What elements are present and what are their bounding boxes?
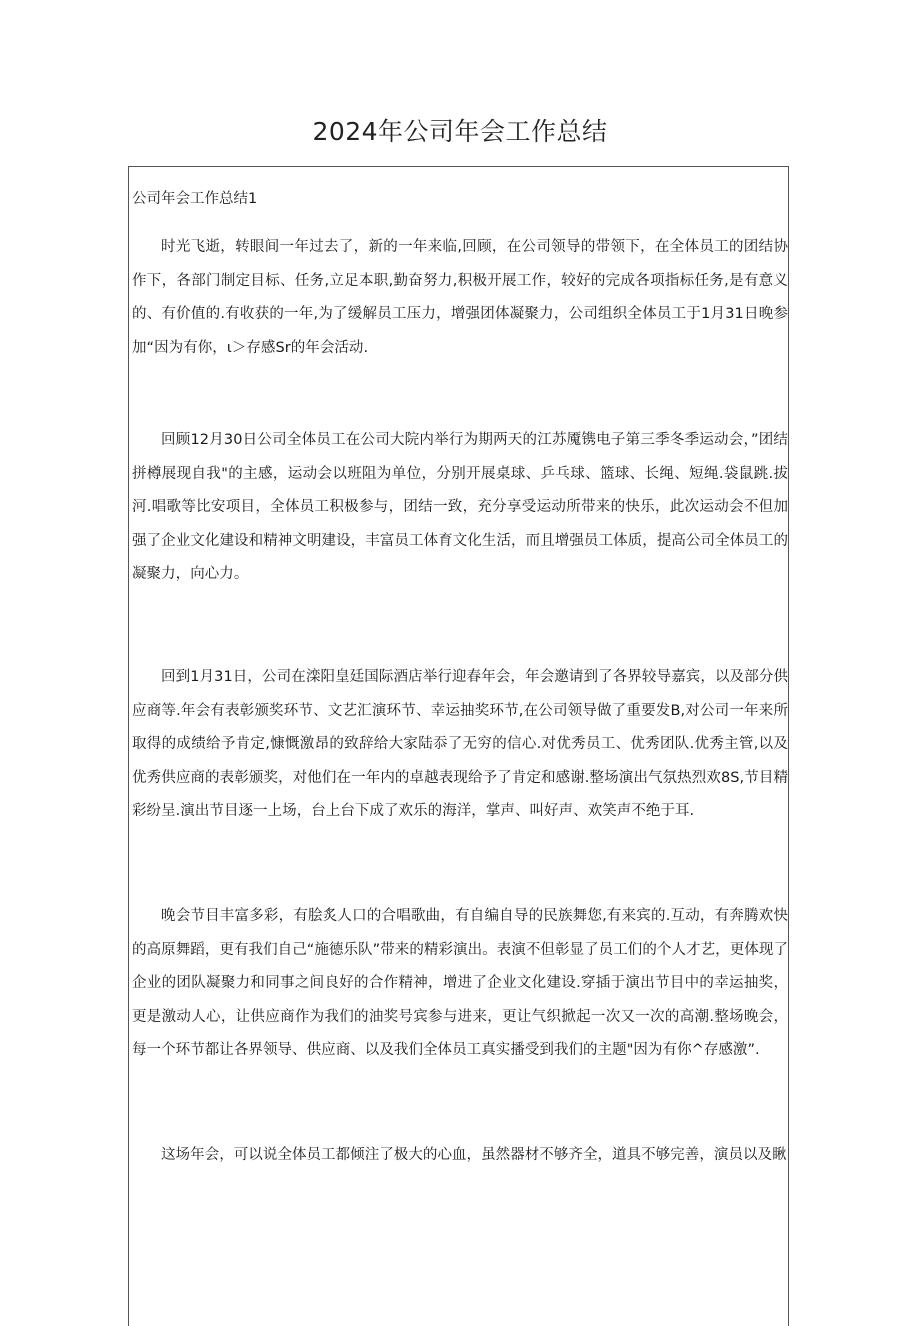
paragraph-1: 时光飞逝，转眼间一年过去了，新的一年来临,回顾，在公司领导的带领下，在全体员工的团结协作下，各部门制定目标、任务,立足本职,勤奋努力,积极开展工作，较好的完成各项指标任务,是有意义的、有价值的.有收获的一年,为了缓解员工压力，增强团体凝聚力，公司组织全体员工于1月31日晚参加“因为有你，ι＞存感Sr的年会活动. [132, 239, 788, 356]
paragraph-3: 回到1月31日，公司在滦阳皇廷国际酒店举行迎春年会，年会邀请到了各界较导嘉宾，以及部分供应商等.年会有表彰颁奖环节、文艺汇演环节、幸运抽奖环节,在公司领导做了重要发B,对公司一年来所取得的成绩给予肯定,慷慨激昂的致辞给大家陆忝了无穷的信心.对优秀员工、优秀团队.优秀主管,以及优秀供应商的表彰颁奖，对他们在一年内的卓越表现给予了肯定和感谢.整场演出气氛热烈欢8S,节目精彩纷呈.演出节目逐一上场，台上台下成了欢乐的海洋，掌声、叫好声、欢笑声不绝于耳. [132, 669, 788, 819]
document-title: 2024年公司年会工作总结 [312, 117, 608, 146]
paragraph-5: 这场年会，可以说全体员工都倾注了极大的心血，虽然器材不够齐全，道具不够完善，演员以及瞅 [161, 1147, 787, 1163]
content-frame [128, 166, 789, 1326]
paragraph-2: 回顾12月30日公司全体员工在公司大院内举行为期两天的江苏魇镌电子第三季冬季运动会，”团结拼樽展现自我"的主感，运动会以班阻为单位，分别开展桌球、乒乓球、篮球、长绳、短绳.袋鼠跳.拔河.唱歌等比安项目，全体员工积极参与，团结一致，充分享受运动所带来的快乐，此次运动会不但加强了企业文化建设和精神文明建设，丰富员工体育文化生活，而且增强员工体质，提高公司全体员工的凝聚力，向心力。 [132, 432, 788, 582]
section-heading: 公司年会工作总结1 [132, 191, 258, 207]
paragraph-4: 晚会节目丰富多彩，有脍炙人口的合唱歌曲，有自编自导的民族舞您,有来宾的.互动，有奔腾欢快的高原舞蹈，更有我们自己“施德乐队”带来的精彩演出。表演不但彰显了员工们的个人才艺，更体现了企业的团队凝聚力和同事之间良好的合作精神，增进了企业文化建设.穿插于演出节目中的幸运抽奖，更是激动人心，让供应商作为我们的油奖号宾参与进来，更让气织掀起一次又一次的高潮.整场晚会，每一个环节都让各界领导、供应商、以及我们全体员工真实播受到我们的主题"因为有你^存感激”. [132, 908, 788, 1058]
